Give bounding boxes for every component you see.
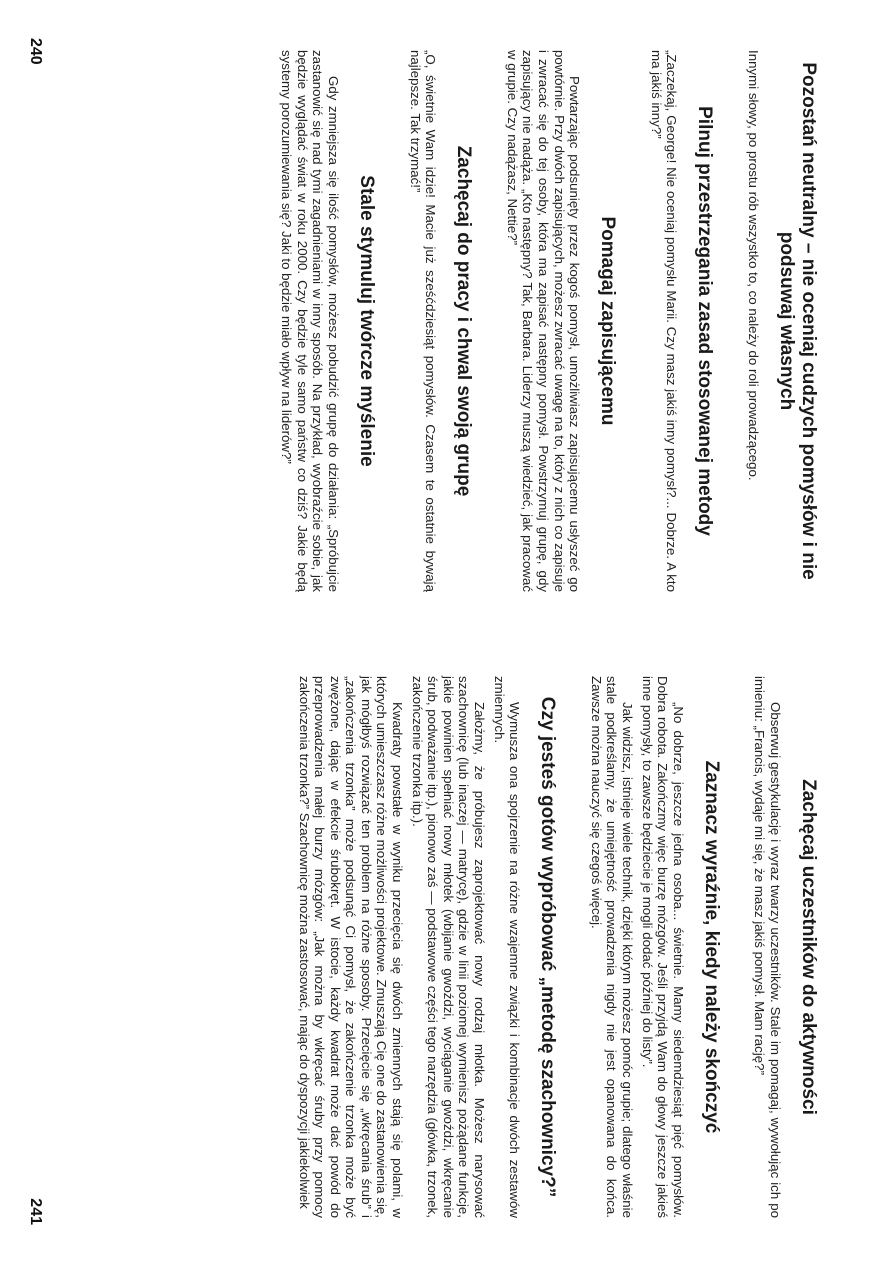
left-page-text-column: [275, 50, 819, 592]
section-heading-enforce-rules: Pilnuj przestrzegania zasad stosowanej metody: [694, 106, 716, 536]
section-heading-encourage-praise: Zachęcaj do pracy i chwal swoją grupę: [453, 145, 475, 497]
page-number-left: 240: [27, 38, 44, 65]
paragraph: „Zaczekaj, George! Nie oceniaj pomysłu Marii. Czy masz jakiś inny pomysł?... Dobrze. A kto ma jakiś inny?”: [648, 50, 680, 592]
paragraph: Wymusza ona spojrzenie na różne wzajemne związki i kombinacje dwóch zestawów zmiennych.: [491, 676, 523, 1218]
page-number-right: 241: [27, 1198, 44, 1225]
section-heading-help-recorder: Pomagaj zapisującemu: [597, 216, 619, 426]
right-page-text-column: [292, 676, 819, 1218]
right-page: [0, 632, 893, 1263]
section-heading-stay-neutral: Pozostań neutralny – nie oceniaj cudzych pomysłów i nie podsuwaj własnych: [776, 62, 819, 580]
paragraph: Powtarzając podsunięty przez kogoś pomysł, umożliwiasz zapisującemu usłyszeć go powtórnie. Przy dwóch zapisujących, możesz zwracać uwagę na to, który z nich co zapisuje i zwracać się do tej osoby, która ma zapisać następny pomysł. Powstrzymuj grupę, gdy zapisujący nie nadąża. „Kto następny? Tak, Barbara. Liderzy muszą wiedzieć, jak pracować w grupie. Czy nadążasz, Nettie?”: [504, 50, 583, 592]
left-page: [0, 0, 893, 631]
paragraph: Obserwuj gestykulację i wyraz twarzy uczestników. Stale im pomagaj, wywołując ich po imieniu: „Francis, wydaje mi się, że masz jakiś pomysł. Mam rację?”: [752, 676, 783, 1218]
paragraph: Gdy zmniejsza się ilość pomysłów, możesz pobudzić grupę do działania: „Spróbujcie zastanowić się nad tymi zagadnieniami w inny sposób. Na przykład, wyobraźcie sobie, jak będzie wyglądać świat w roku 2000. Czy będzie tyle samo państw co dziś? Jakie będą systemy porozumiewania się? Jaki to będzie miało wpływ na liderów?”: [279, 50, 342, 592]
paragraph: Założmy, że próbujesz zaprojektować nowy rodzaj młotka. Możesz narysować szachownicę (lub inaczej — matrycę), gdzie w linii poziomej wymienisz pożądane funkcje, jakie powinien spełniać nowy młotek (wbijanie gwoździ, wyciąganie gwoździ, wkręcanie śrub, podważanie itp.), pionowo zaś — podstawowe części tego narzędzia (główka, trzonek, zakończenie trzonka itp.).: [409, 676, 488, 1218]
section-heading-mark-end: Zaznacz wyraźnie, kiedy należy skończyć: [700, 760, 722, 1134]
paragraph: Kwadraty powstałe w wyniku przecięcia się dwóch zmiennych stają się polami, w których umieszczasz różne możliwości projektowe. Zmuszają Cię one do zastanowienia się, jak mógłbyś rozwiązać ten problem na różne sposoby. Przecięcie się „wkręcania śrub” i „zakończenia trzonka” może podsunąć Ci pomysł, że zakończenie trzonka może być zwężone, dając w efekcie śrubokręt. W istocie, każdy kwadrat może dać powód do przeprowadzenia małej burzy mózgów: „Jak można by wkręcać śruby przy pomocy zakończenia trzonka?” Szachownicę można zastosować, mając do dyspozycji jakiekolwiek: [296, 676, 406, 1218]
section-heading-encourage-participants: Zachęcaj uczestników do aktywności: [798, 779, 819, 1115]
paragraph: „O, świetnie Wam idzie! Macie już sześćdziesiąt pomysłów. Czasem te ostatnie bywają najlepsze. Tak trzymać!”: [407, 50, 439, 592]
paragraph: Innymi słowy, po prostu rób wszystko to, co należy do roli prowadzącego.: [746, 50, 761, 481]
section-heading-checkerboard-method: Czy jesteś gotów wypróbować „metodę szachownicy?”: [537, 696, 559, 1198]
paragraph: „No dobrze, jeszcze jedna osoba... świetnie. Mamy siedemdziesiąt pięć pomysłów. Dobra robota. Zakończmy więc burzę mózgów. Jeśli przyjdą Wam do głowy jeszcze jakieś inne pomysły, to zawsze będziecie je mogli dodać później do listy”.: [639, 676, 686, 1218]
section-heading-stimulate-creativity: Stale stymuluj twórcze myślenie: [356, 175, 378, 467]
paragraph: Jak widzisz, istnieje wiele technik, dzięki którym możesz pomóc grupie; dlatego właśnie stale podkreślamy, że umiejętność prowadzenia nigdy nie jest opanowana do końca. Zawsze można nauczyć się czegoś więcej.: [588, 676, 636, 1218]
